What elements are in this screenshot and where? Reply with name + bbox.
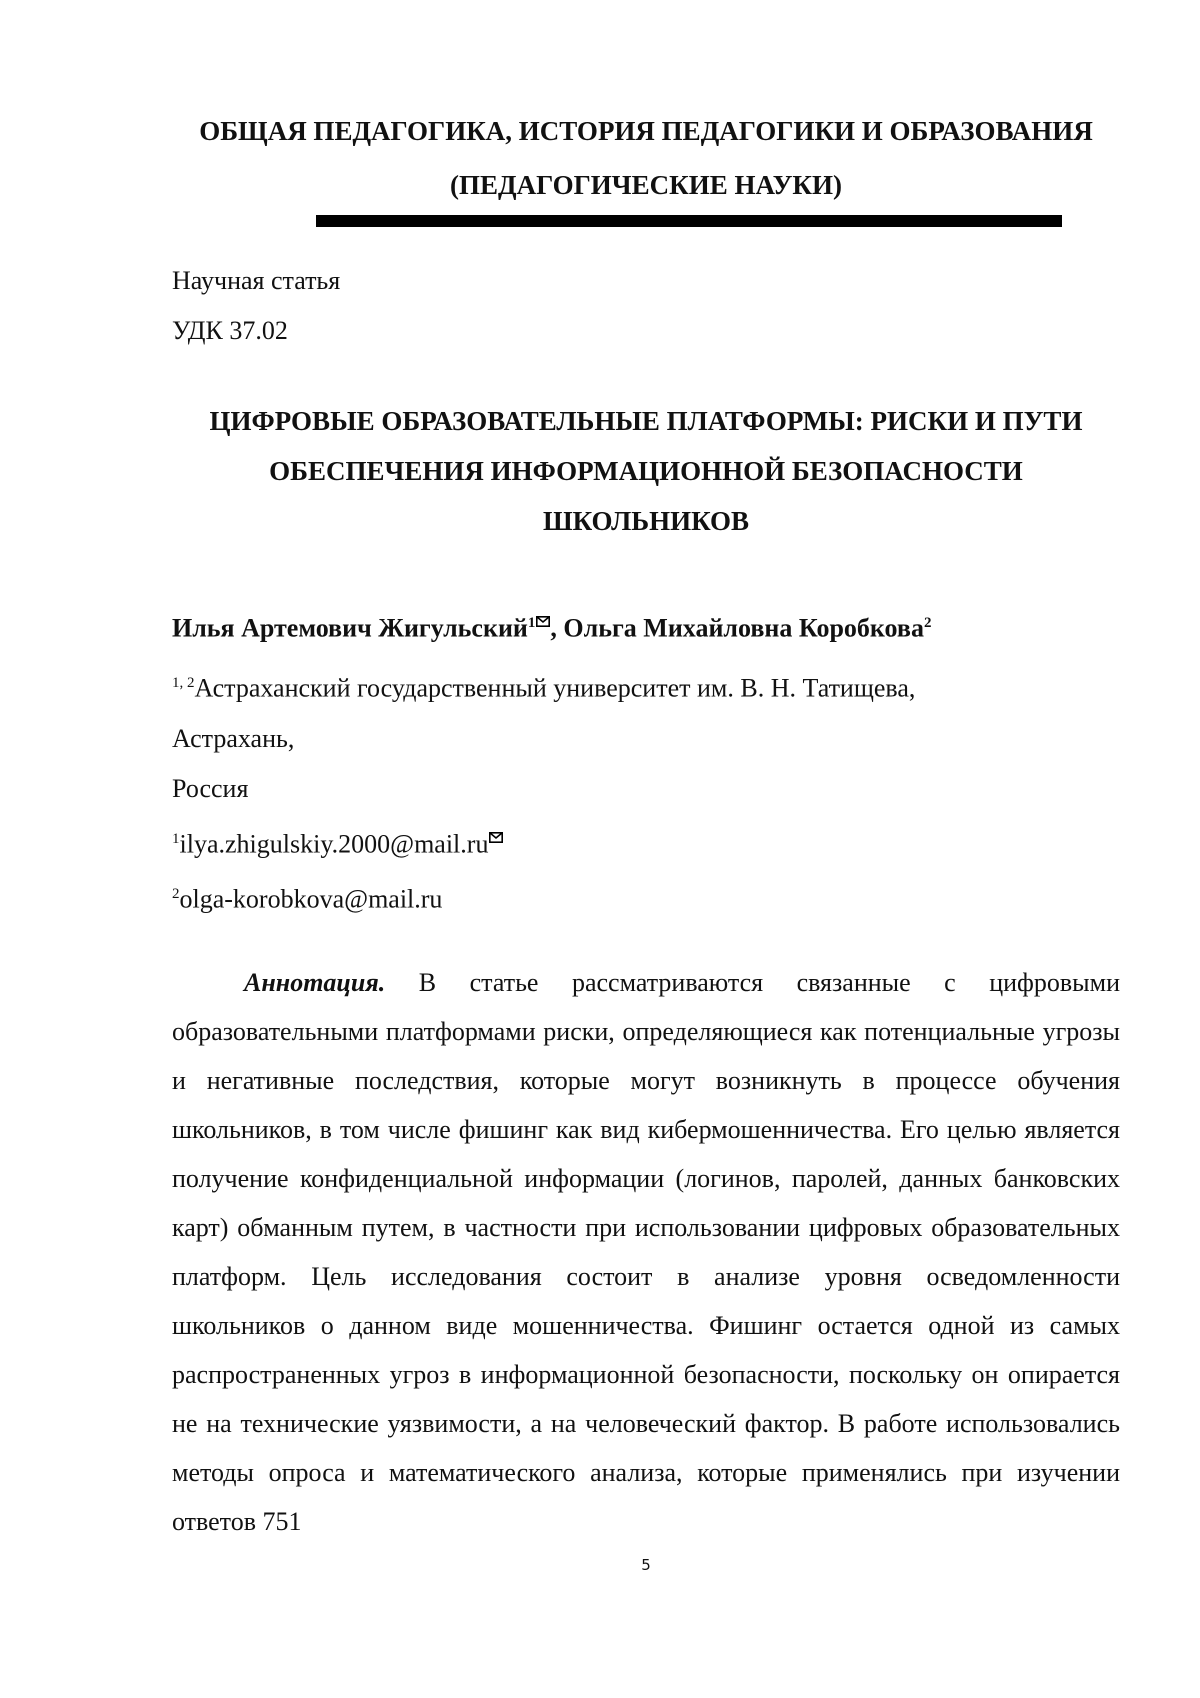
article-title-line3: ШКОЛЬНИКОВ xyxy=(542,506,750,536)
abstract-paragraph xyxy=(172,958,1120,1546)
article-title-line2: ОБЕСПЕЧЕНИЯ ИНФОРМАЦИОННОЙ БЕЗОПАСНОСТИ xyxy=(269,456,1023,486)
affiliation-country: Россия xyxy=(172,773,249,803)
affiliation-superscript: 1, 2 xyxy=(172,675,195,691)
authors-line xyxy=(172,603,931,649)
authors-separator: , xyxy=(550,613,564,643)
affiliation-city: Астрахань, xyxy=(172,723,295,753)
email2-superscript: 2 xyxy=(172,886,180,903)
affiliation-org: Астраханский государственный университет им. В. Н. Татищева, xyxy=(194,673,916,703)
article-meta xyxy=(172,256,340,356)
article-type: Научная статья xyxy=(172,266,341,295)
section-heading-line2: (ПЕДАГОГИЧЕСКИЕ НАУКИ) xyxy=(450,170,842,200)
section-heading xyxy=(172,104,1120,212)
abstract-text: В статье рассматриваются связанные с цифровыми образовательными платформами риски, определяющиеся как потенциальные угрозы и негативные последствия, которые могут возникнуть в процессе обучения школьников, в том числе фишинг как вид кибермошенничества. Его целью является получение конфиденциальной информации (логинов, паролей, данных банковских карт) обманным путем, в частности при использовании цифровых образовательных платформ. Цель исследования состоит в анализе уровня осведомленности школьников о данном виде мошенничества. Фишинг остается одной из самых распространенных угроз в информационной безопасности, поскольку он опирается не на технические уязвимости, а на человеческий фактор. В работе использовались методы опроса и математического анализа, которые применялись при изучении ответов 751 xyxy=(172,968,1121,1536)
section-heading-line1: ОБЩАЯ ПЕДАГОГИКА, ИСТОРИЯ ПЕДАГОГИКИ И ОБРАЗОВАНИЯ xyxy=(199,116,1093,146)
email1-link[interactable]: ilya.zhigulskiy.2000@mail.ru xyxy=(179,829,489,859)
affiliation-block xyxy=(172,658,915,925)
envelope-icon xyxy=(536,616,550,627)
udk-code: УДК 37.02 xyxy=(172,316,288,345)
section-divider xyxy=(316,215,1062,227)
author1-superscript: 1 xyxy=(527,615,536,631)
author2-name: Ольга Михайловна Коробкова xyxy=(563,613,924,643)
email1-superscript: 1 xyxy=(172,830,180,847)
article-title-line1: ЦИФРОВЫЕ ОБРАЗОВАТЕЛЬНЫЕ ПЛАТФОРМЫ: РИСКИ И ПУТИ xyxy=(209,406,1083,436)
envelope-icon xyxy=(489,832,503,843)
affiliation-org-line xyxy=(172,658,915,714)
email2-link[interactable]: olga-korobkova@mail.ru xyxy=(179,884,443,914)
email1-line xyxy=(172,814,915,870)
abstract-label: Аннотация. xyxy=(244,968,386,997)
author2-superscript: 2 xyxy=(923,615,932,631)
author1-name: Илья Артемович Жигульский xyxy=(172,613,528,643)
email2-line xyxy=(172,869,915,925)
page-number: 5 xyxy=(641,1556,651,1574)
article-title xyxy=(172,396,1120,546)
